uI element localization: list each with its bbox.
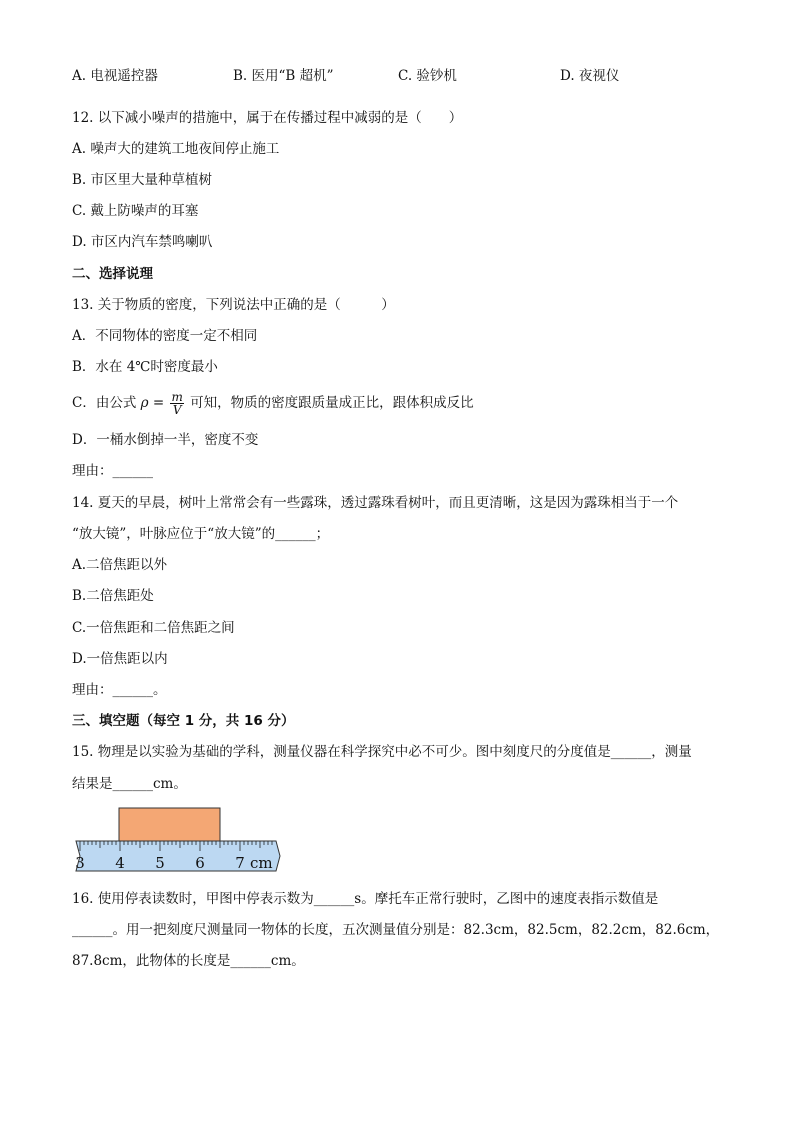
q12-stem: 12. 以下减小噪声的措施中，属于在传播过程中减弱的是（ ） xyxy=(72,110,463,126)
q16-line-1: 16. 使用停表读数时，甲图中停表示数为______s。摩托车正常行驶时，乙图中的速度表指示数值是 xyxy=(72,891,659,907)
measured-block xyxy=(119,808,220,841)
ruler-tick-label: 3 xyxy=(75,854,85,872)
q14-option-d: D.一倍焦距以内 xyxy=(72,651,168,667)
ruler-unit-label: cm xyxy=(250,854,273,872)
q16-line-2: ______。用一把刻度尺测量同一物体的长度，五次测量值分别是：82.3cm，82.5cm，82.2cm，82.6cm， xyxy=(72,922,720,938)
q14-option-b: B.二倍焦距处 xyxy=(72,588,154,604)
fraction-numerator: m xyxy=(171,390,183,404)
ruler-tick-label: 7 xyxy=(235,854,245,872)
fraction-denominator: V xyxy=(172,403,182,417)
q14-option-a: A.二倍焦距以外 xyxy=(72,557,168,573)
section-2-heading: 二、选择说理 xyxy=(72,266,153,282)
rho-symbol: ρ xyxy=(140,395,149,411)
q15-line-2: 结果是______cm。 xyxy=(72,776,187,792)
q16-line-3: 87.8cm，此物体的长度是______cm。 xyxy=(72,953,305,969)
q13-stem: 13. 关于物质的密度，下列说法中正确的是（ ） xyxy=(72,297,395,313)
q13-option-c xyxy=(72,391,474,416)
q13-option-b: B．水在 4℃时密度最小 xyxy=(72,359,218,375)
ruler-tick-label: 6 xyxy=(195,854,205,872)
q12-option-a: A. 噪声大的建筑工地夜间停止施工 xyxy=(72,141,280,157)
q14-reason: 理由：______。 xyxy=(72,682,167,698)
q11-option-d: D. 夜视仪 xyxy=(560,68,620,84)
q13-option-d: D．一桶水倒掉一半，密度不变 xyxy=(72,432,259,448)
q14-stem-line-2: “放大镜”，叶脉应位于“放大镜”的______； xyxy=(72,526,330,542)
q11-option-a: A. 电视遥控器 xyxy=(72,68,158,84)
ruler-tick-label: 4 xyxy=(115,854,125,872)
q13-option-c-suffix: 可知，物质的密度跟质量成正比，跟体积成反比 xyxy=(185,395,474,411)
q15-line-1: 15. 物理是以实验为基础的学科，测量仪器在科学探究中必不可少。图中刻度尺的分度值是______，测量 xyxy=(72,744,692,760)
equals-sign: = xyxy=(148,395,169,411)
q13-option-c-prefix: C．由公式 xyxy=(72,395,141,411)
q12-option-d: D. 市区内汽车禁鸣喇叭 xyxy=(72,234,213,250)
q14-option-c: C.一倍焦距和二倍焦距之间 xyxy=(72,620,235,636)
q12-option-c: C. 戴上防噪声的耳塞 xyxy=(72,203,199,219)
ruler-figure xyxy=(72,806,284,872)
q13-reason: 理由：______ xyxy=(72,463,153,479)
q11-option-b: B. 医用“B 超机” xyxy=(233,68,334,84)
q12-option-b: B. 市区里大量种草植树 xyxy=(72,172,213,188)
q11-option-c: C. 验钞机 xyxy=(398,68,457,84)
density-fraction xyxy=(170,391,183,416)
ruler-tick-label: 5 xyxy=(155,854,165,872)
q14-stem-line-1: 14. 夏天的早晨，树叶上常常会有一些露珠，透过露珠看树叶，而且更清晰，这是因为露珠相当于一个 xyxy=(72,495,679,511)
section-3-heading: 三、填空题（每空 1 分，共 16 分） xyxy=(72,713,295,729)
q13-option-a: A．不同物体的密度一定不相同 xyxy=(72,328,258,344)
